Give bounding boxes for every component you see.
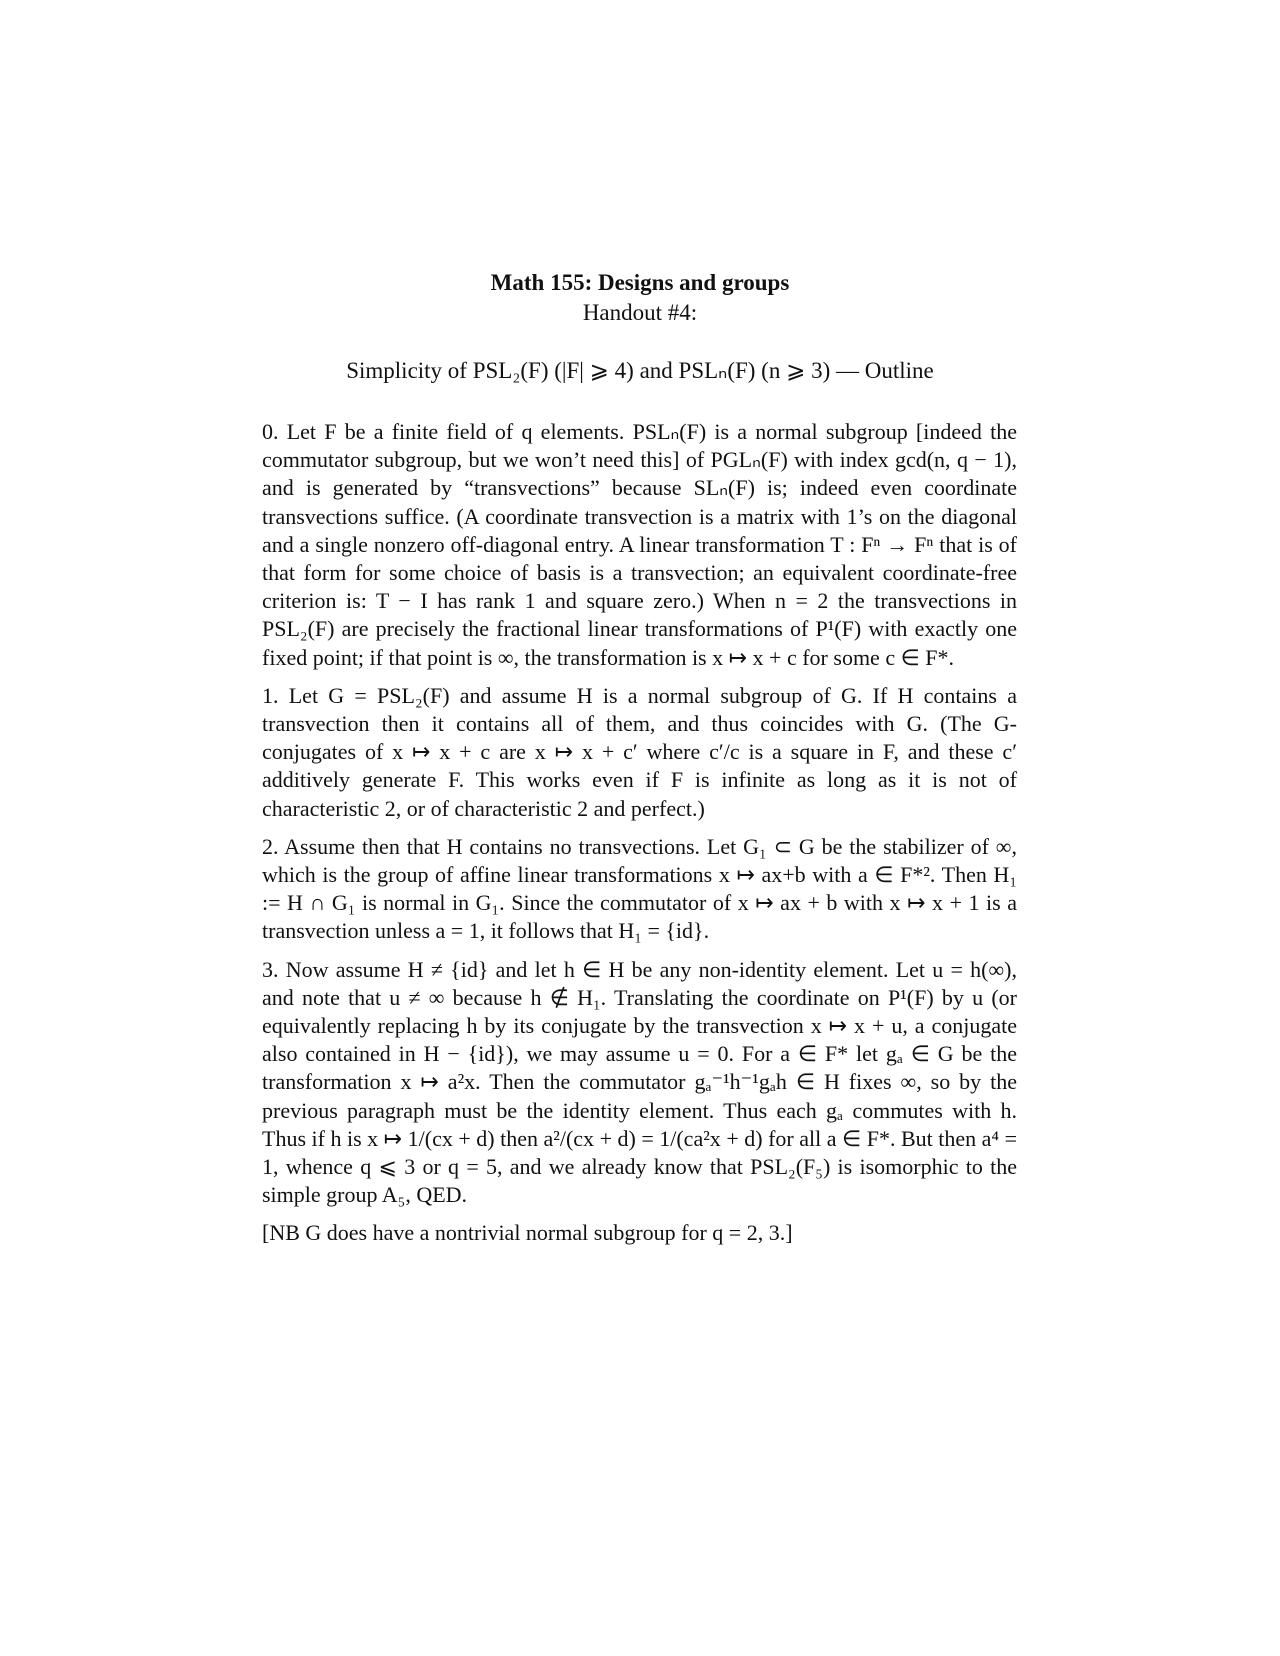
document-title: Math 155: Designs and groups xyxy=(490,270,790,295)
paragraph-0: 0. Let F be a finite field of q elements. PSLₙ(F) is a normal subgroup [indeed the commutator subgroup, but we won’t need this] of PGLₙ(F) with index gcd(n, q − 1), and is generated by “transvections” because SLₙ(F) is; indeed even coordinate transvections suffice. (A coordinate transvection is a matrix with 1’s on the diagonal and a single nonzero off-diagonal entry. A linear transformation T : Fⁿ → Fⁿ that is of that form for some choice of basis is a transvection; an equivalent coordinate-free criterion is: T − I has rank 1 and square zero.) When n = 2 the transvections in PSL₂(F) are precisely the fractional linear transformations of P¹(F) with exactly one fixed point; if that point is ∞, the transformation is x ↦ x + c for some c ∈ F*. xyxy=(262,419,1017,670)
paragraph-3: 3. Now assume H ≠ {id} and let h ∈ H be any non-identity element. Let u = h(∞), and note that u ≠ ∞ because h ∉ H₁. Translating the coordinate on P¹(F) by u (or equivalently replacing h by its conjugate by the transvection x ↦ x + u, a conjugate also contained in H − {id}), we may assume u = 0. For a ∈ F* let gₐ ∈ G be the transformation x ↦ a²x. Then the commutator gₐ⁻¹h⁻¹gₐh ∈ H fixes ∞, so by the previous paragraph must be the identity element. Thus each gₐ commutes with h. Thus if h is x ↦ 1/(cx + d) then a²/(cx + d) = 1/(ca²x + d) for all a ∈ F*. But then a⁴ = 1, whence q ⩽ 3 or q = 5, and we already know that PSL₂(F₅) is isomorphic to the simple group A₅, QED. xyxy=(262,956,1017,1208)
document-subtitle: Handout #4: xyxy=(582,300,698,325)
paragraph-note: [NB G does have a nontrivial normal subgroup for q = 2, 3.] xyxy=(262,1220,793,1246)
paragraph-1: 1. Let G = PSL₂(F) and assume H is a normal subgroup of G. If H contains a transvection then it contains all of them, and thus coincides with G. (The G-conjugates of x ↦ x + c are x ↦ x + c′ where c′/c is a square in F, and these c′ additively generate F. This works even if F is infinite as long as it is not of characteristic 2, or of characteristic 2 and perfect.) xyxy=(262,682,1017,821)
document-topic: Simplicity of PSL₂(F) (|F| ⩾ 4) and PSLₙ(F) (n ⩾ 3) — Outline xyxy=(346,358,934,383)
document-body xyxy=(262,418,1017,1248)
paragraph-2: 2. Assume then that H contains no transvections. Let G₁ ⊂ G be the stabilizer of ∞, which is the group of affine linear transformations x ↦ ax+b with a ∈ F*². Then H₁ := H ∩ G₁ is normal in G₁. Since the commutator of x ↦ ax + b with x ↦ x + 1 is a transvection unless a = 1, it follows that H₁ = {id}. xyxy=(262,833,1017,944)
